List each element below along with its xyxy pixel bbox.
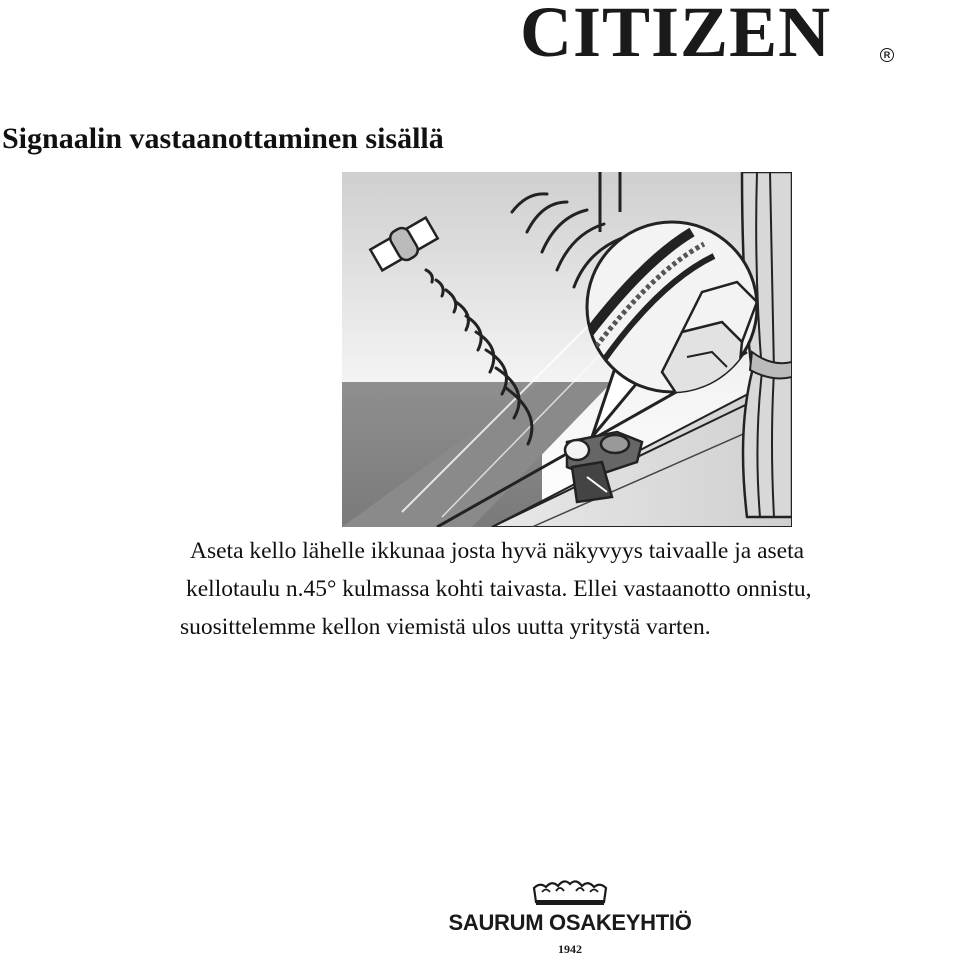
company-year: 1942 xyxy=(558,942,582,956)
saurum-logo xyxy=(440,878,700,960)
crown-icon xyxy=(530,878,610,908)
instruction-line-3: suosittelemme kellon viemistä ulos uutta yritystä varten. xyxy=(180,614,711,640)
instruction-line-2: kellotaulu n.45° kulmassa kohti taivasta. Ellei vastaanotto onnistu, xyxy=(186,576,812,602)
instruction-text xyxy=(180,536,955,642)
registered-mark: R xyxy=(880,48,894,62)
page-title: Signaalin vastaanottaminen sisällä xyxy=(2,122,444,155)
citizen-logo xyxy=(520,0,900,72)
instruction-line-1: Aseta kello lähelle ikkunaa josta hyvä näkyvyys taivaalle ja aseta xyxy=(190,538,805,564)
company-name: SAURUM OSAKEYHTIÖ xyxy=(448,910,692,935)
logo-wordmark: CITIZEN xyxy=(520,0,832,72)
window-signal-illustration xyxy=(342,172,792,527)
